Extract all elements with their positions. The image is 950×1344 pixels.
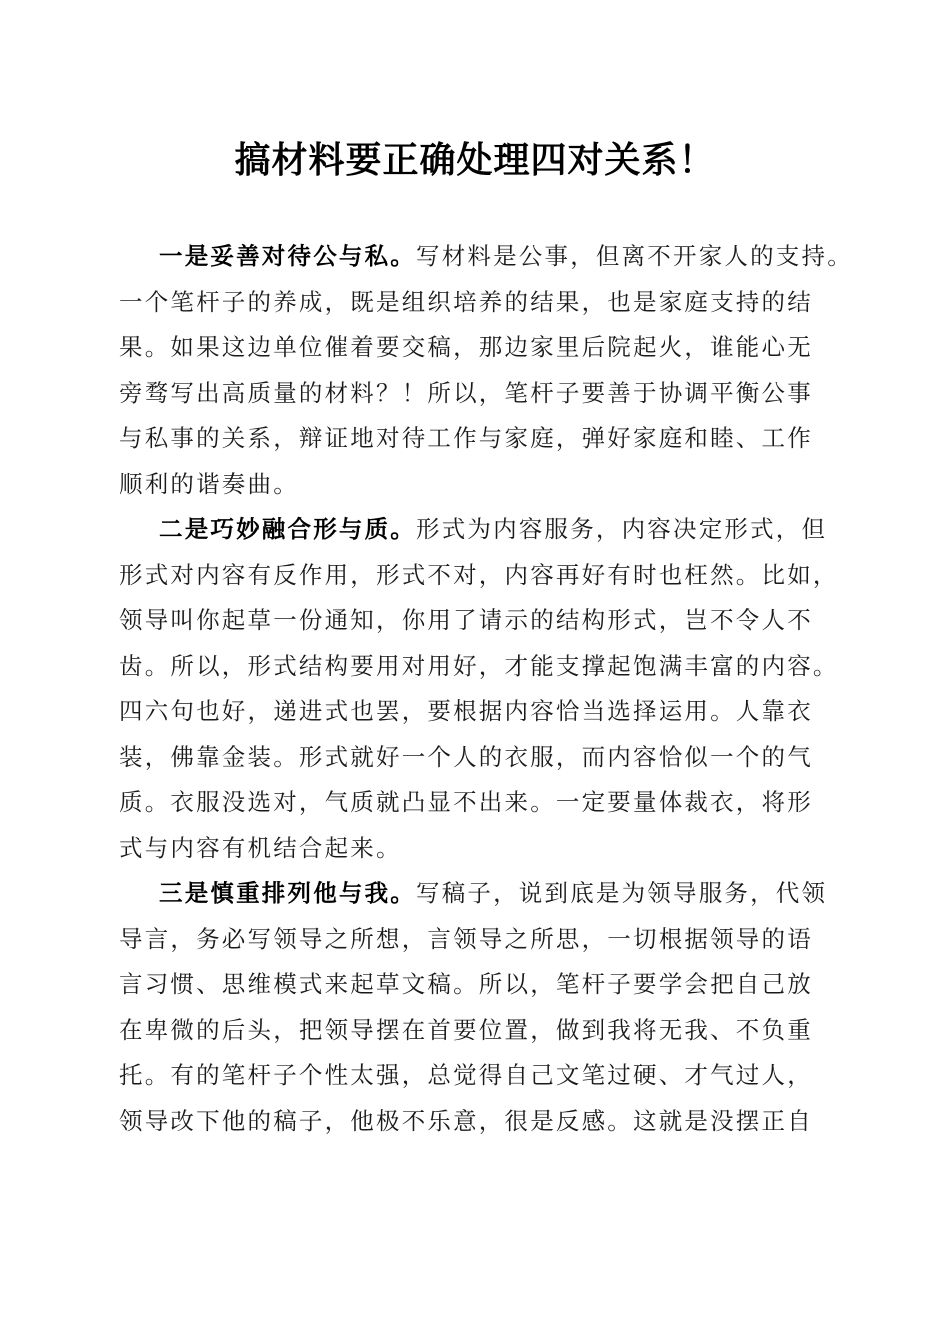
paragraph-3-lead: 三是慎重排列他与我。	[159, 879, 416, 907]
paragraph-2-line: 形式对内容有反作用，形式不对，内容再好有时也枉然。比如，	[119, 560, 839, 589]
paragraph-2-line: 质。衣服没选对，气质就凸显不出来。一定要量体裁衣，将形	[119, 788, 813, 816]
paragraph-2-line: 齿。所以，形式结构要用对用好，才能支撑起饱满丰富的内容。	[119, 651, 839, 680]
paragraph-1-lead: 一是妥善对待公与私。	[159, 242, 416, 270]
paragraph-2-line: 装，佛靠金装。形式就好一个人的衣服，而内容恰似一个的气	[119, 742, 813, 771]
paragraph-2-first-line	[119, 507, 839, 553]
document-body	[119, 234, 853, 1144]
paragraph-2-line: 四六句也好，递进式也罢，要根据内容恰当选择运用。人靠衣	[119, 697, 813, 725]
paragraph-2-lead: 二是巧妙融合形与质。	[159, 515, 416, 543]
paragraph-3-first-line	[119, 871, 839, 917]
paragraph-1-first-line	[119, 234, 853, 280]
document-title: 搞材料要正确处理四对关系！	[234, 139, 716, 181]
paragraph-3-first-line-text: 写稿子，说到底是为领导服务，代领	[416, 879, 828, 907]
paragraph-3-line: 言习惯、思维模式来起草文稿。所以，笔杆子要学会把自己放	[119, 970, 813, 998]
paragraph-1-line: 一个笔杆子的养成，既是组织培养的结果，也是家庭支持的结	[119, 287, 813, 316]
paragraph-3-line: 导言，务必写领导之所想，言领导之所思，一切根据领导的语	[119, 924, 813, 953]
paragraph-1-line: 果。如果这边单位催着要交稿，那边家里后院起火，谁能心无	[119, 333, 813, 361]
paragraph-3-line: 托。有的笔杆子个性太强，总觉得自己文笔过硬、才气过人，	[119, 1061, 813, 1089]
paragraph-2-line: 式与内容有机结合起来。	[119, 833, 402, 862]
paragraph-1-first-line-text: 写材料是公事，但离不开家人的支持。	[416, 242, 853, 270]
paragraph-3-line: 在卑微的后头，把领导摆在首要位置，做到我将无我、不负重	[119, 1015, 813, 1044]
paragraph-2-first-line-text: 形式为内容服务，内容决定形式，但	[416, 515, 828, 543]
paragraph-1-line: 顺利的谐奏曲。	[119, 469, 299, 498]
paragraph-1-line: 与私事的关系，辩证地对待工作与家庭，弹好家庭和睦、工作	[119, 424, 813, 452]
paragraph-3-line: 领导改下他的稿子，他极不乐意，很是反感。这就是没摆正自	[119, 1106, 813, 1135]
paragraph-1-line: 旁骛写出高质量的材料？！所以，笔杆子要善于协调平衡公事	[119, 378, 813, 407]
paragraph-2-line: 领导叫你起草一份通知，你用了请示的结构形式，岂不令人不	[119, 606, 813, 634]
